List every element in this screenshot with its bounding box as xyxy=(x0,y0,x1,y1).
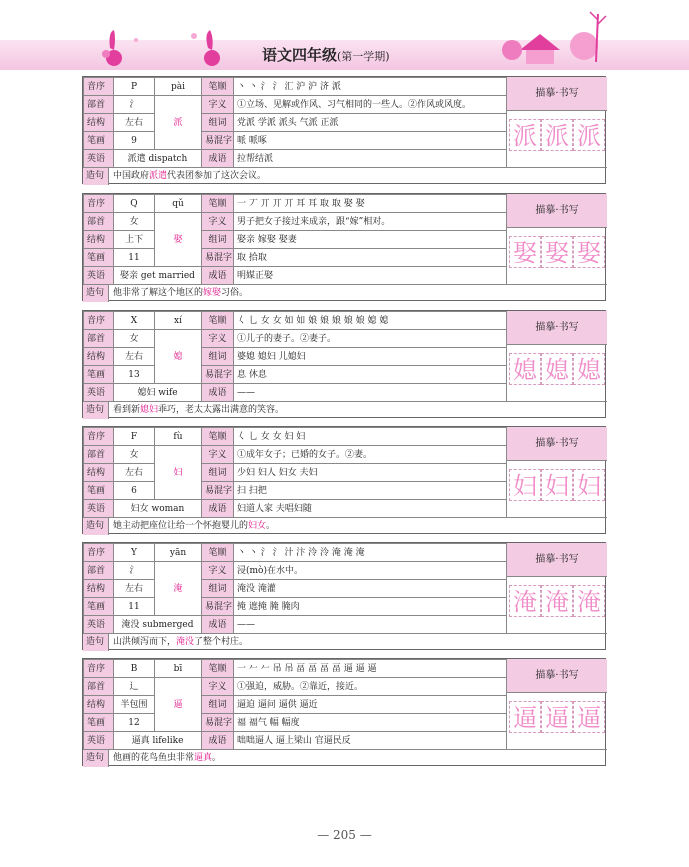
meaning-value: ①成年女子；已婚的女子。②妻。 xyxy=(234,446,507,464)
meaning-label: 字义 xyxy=(202,330,234,348)
trace-cell[interactable]: 淹 xyxy=(573,585,605,617)
english-value: 逼真 lifelike xyxy=(114,732,202,750)
english-label: 英语 xyxy=(84,267,114,285)
stroke-order-value: 𡿨 乚 女 女 如 如 娘 娘 娘 娘 娘 媳 媳 xyxy=(234,312,507,330)
sentence-highlight: 淹没 xyxy=(176,637,195,647)
confusable-value: 哌 哌啄 xyxy=(234,132,507,150)
order-value: B xyxy=(114,660,155,678)
english-value: 淹没 submerged xyxy=(114,616,202,634)
main-character: 淹 xyxy=(155,562,202,616)
trace-cell[interactable]: 派 xyxy=(541,119,573,151)
sentence-text: 他画的花鸟鱼虫非常逼真。 xyxy=(113,753,222,763)
character-card xyxy=(82,193,606,301)
english-value: 妇女 woman xyxy=(114,500,202,518)
trace-cell[interactable]: 逼 xyxy=(541,701,573,733)
confusable-label: 易混字 xyxy=(202,482,234,500)
confusable-label: 易混字 xyxy=(202,249,234,267)
practice-grid xyxy=(507,461,607,517)
meaning-value: 浸(mò)在水中。 xyxy=(234,562,507,580)
pinyin-value: bī xyxy=(155,660,202,678)
english-value: 娶亲 get married xyxy=(114,267,202,285)
stroke-order-value: 丶 丶 氵 氵 汁 汴 泠 泠 淹 淹 淹 xyxy=(234,544,507,562)
idiom-value: —— xyxy=(234,616,507,634)
stroke-order-label: 笔顺 xyxy=(202,312,234,330)
trace-cell[interactable]: 媳 xyxy=(509,353,541,385)
main-character: 派 xyxy=(155,96,202,150)
sentence-row xyxy=(83,633,607,651)
meaning-value: ①立场、见解或作风、习气相同的一些人。②作风或风度。 xyxy=(234,96,507,114)
trace-cell[interactable]: 派 xyxy=(573,119,605,151)
main-character: 妇 xyxy=(155,446,202,500)
strokes-label: 笔画 xyxy=(84,714,114,732)
order-value: Y xyxy=(114,544,155,562)
character-card xyxy=(82,542,606,650)
words-value: 婆媳 媳妇 儿媳妇 xyxy=(234,348,507,366)
idiom-value: 妇道人家 夫唱妇随 xyxy=(234,500,507,518)
sentence-text: 他非常了解这个地区的嫁娶习俗。 xyxy=(113,288,249,298)
trace-cell[interactable]: 逼 xyxy=(509,701,541,733)
practice-grid xyxy=(507,693,607,749)
pinyin-value: qǔ xyxy=(155,195,202,213)
pinyin-value: fù xyxy=(155,428,202,446)
strokes-value: 11 xyxy=(114,249,155,267)
stroke-order-value: 一 𠂉 𠂉 吊 吊 畐 畐 畐 畐 逼 逼 逼 xyxy=(234,660,507,678)
structure-label: 结构 xyxy=(84,348,114,366)
strokes-label: 笔画 xyxy=(84,132,114,150)
main-character: 媳 xyxy=(155,330,202,384)
confusable-value: 福 福气 幅 幅度 xyxy=(234,714,507,732)
idiom-label: 成语 xyxy=(202,384,234,402)
character-info-table xyxy=(83,543,507,634)
pinyin-value: pài xyxy=(155,78,202,96)
strokes-value: 13 xyxy=(114,366,155,384)
radical-value: 辶 xyxy=(114,678,155,696)
trace-cell[interactable]: 逼 xyxy=(573,701,605,733)
idiom-value: 明媒正娶 xyxy=(234,267,507,285)
sentence-highlight: 妇女 xyxy=(248,521,267,531)
practice-header: 描摹·书写 xyxy=(507,311,607,345)
order-label: 音序 xyxy=(84,428,114,446)
strokes-label: 笔画 xyxy=(84,249,114,267)
confusable-value: 息 休息 xyxy=(234,366,507,384)
confusable-label: 易混字 xyxy=(202,132,234,150)
trace-cell[interactable]: 妇 xyxy=(573,469,605,501)
sentence-row xyxy=(83,167,607,185)
sentence-highlight: 逼真 xyxy=(194,753,213,763)
meaning-value: ①儿子的妻子。②妻子。 xyxy=(234,330,507,348)
order-label: 音序 xyxy=(84,660,114,678)
confusable-value: 取 拾取 xyxy=(234,249,507,267)
practice-header: 描摹·书写 xyxy=(507,77,607,111)
idiom-label: 成语 xyxy=(202,500,234,518)
practice-grid xyxy=(507,345,607,401)
practice-area xyxy=(506,659,607,749)
practice-area xyxy=(506,543,607,633)
sentence-label: 造句 xyxy=(83,634,109,651)
english-label: 英语 xyxy=(84,150,114,168)
sentence-highlight: 媳妇 xyxy=(140,405,159,415)
confusable-value: 扫 扫把 xyxy=(234,482,507,500)
stroke-order-value: 一 丆 丌 丌 丌 耳 耳 取 取 娶 娶 xyxy=(234,195,507,213)
meaning-label: 字义 xyxy=(202,562,234,580)
practice-header: 描摹·书写 xyxy=(507,659,607,693)
stroke-order-label: 笔顺 xyxy=(202,428,234,446)
confusable-value: 掩 遮掩 腌 腌肉 xyxy=(234,598,507,616)
pinyin-value: xí xyxy=(155,312,202,330)
trace-cell[interactable]: 娶 xyxy=(541,236,573,268)
order-label: 音序 xyxy=(84,312,114,330)
radical-value: 氵 xyxy=(114,562,155,580)
sentence-highlight: 派遣 xyxy=(149,171,168,181)
words-label: 组词 xyxy=(202,464,234,482)
idiom-label: 成语 xyxy=(202,267,234,285)
idiom-label: 成语 xyxy=(202,150,234,168)
words-value: 逼迫 逼问 逼供 逼近 xyxy=(234,696,507,714)
sentence-row xyxy=(83,401,607,419)
practice-area xyxy=(506,194,607,284)
sentence-label: 造句 xyxy=(83,168,109,185)
english-label: 英语 xyxy=(84,384,114,402)
radical-value: 女 xyxy=(114,446,155,464)
radical-value: 氵 xyxy=(114,96,155,114)
order-value: P xyxy=(114,78,155,96)
english-label: 英语 xyxy=(84,500,114,518)
page-number: — 205 — xyxy=(317,828,372,842)
house-decoration-icon xyxy=(500,10,610,70)
strokes-value: 11 xyxy=(114,598,155,616)
trace-cell[interactable]: 妇 xyxy=(509,469,541,501)
words-value: 少妇 妇人 妇女 夫妇 xyxy=(234,464,507,482)
practice-grid xyxy=(507,577,607,633)
english-value: 媳妇 wife xyxy=(114,384,202,402)
rabbit-decoration-icon xyxy=(84,28,244,70)
sentence-label: 造句 xyxy=(83,750,109,767)
practice-grid xyxy=(507,228,607,284)
structure-label: 结构 xyxy=(84,464,114,482)
character-card xyxy=(82,426,606,534)
stroke-order-value: 丶 丶 氵 氵 汇 沪 沪 济 派 xyxy=(234,78,507,96)
radical-label: 部首 xyxy=(84,562,114,580)
character-info-table xyxy=(83,77,507,168)
sentence-text: 看到新媳妇乖巧，老太太露出满意的笑容。 xyxy=(113,405,285,415)
structure-value: 左右 xyxy=(114,580,155,598)
strokes-label: 笔画 xyxy=(84,598,114,616)
trace-cell[interactable]: 妇 xyxy=(541,469,573,501)
idiom-label: 成语 xyxy=(202,732,234,750)
sentence-highlight: 嫁娶 xyxy=(203,288,222,298)
sentence-text: 山洪倾泻而下，淹没了整个村庄。 xyxy=(113,637,249,647)
trace-cell[interactable]: 媳 xyxy=(541,353,573,385)
words-value: 淹没 淹灌 xyxy=(234,580,507,598)
practice-area xyxy=(506,311,607,401)
header-title: 语文四年级(第一学期) xyxy=(262,46,390,64)
radical-label: 部首 xyxy=(84,678,114,696)
character-info-table xyxy=(83,659,507,750)
strokes-value: 12 xyxy=(114,714,155,732)
trace-cell[interactable]: 淹 xyxy=(509,585,541,617)
character-card xyxy=(82,658,606,766)
english-label: 英语 xyxy=(84,732,114,750)
meaning-value: 男子把女子接过来成亲，跟“嫁”相对。 xyxy=(234,213,507,231)
words-value: 党派 学派 派头 气派 正派 xyxy=(234,114,507,132)
character-info-table xyxy=(83,427,507,518)
order-value: X xyxy=(114,312,155,330)
character-card xyxy=(82,310,606,418)
strokes-value: 6 xyxy=(114,482,155,500)
structure-label: 结构 xyxy=(84,580,114,598)
meaning-label: 字义 xyxy=(202,96,234,114)
sentence-label: 造句 xyxy=(83,285,109,302)
stroke-order-label: 笔顺 xyxy=(202,544,234,562)
structure-label: 结构 xyxy=(84,114,114,132)
structure-label: 结构 xyxy=(84,231,114,249)
radical-label: 部首 xyxy=(84,213,114,231)
stroke-order-label: 笔顺 xyxy=(202,78,234,96)
sentence-row xyxy=(83,284,607,302)
structure-value: 左右 xyxy=(114,114,155,132)
trace-cell[interactable]: 淹 xyxy=(541,585,573,617)
structure-value: 上下 xyxy=(114,231,155,249)
radical-value: 女 xyxy=(114,330,155,348)
character-info-table xyxy=(83,194,507,285)
order-label: 音序 xyxy=(84,195,114,213)
confusable-label: 易混字 xyxy=(202,598,234,616)
english-label: 英语 xyxy=(84,616,114,634)
pinyin-value: yān xyxy=(155,544,202,562)
practice-header: 描摹·书写 xyxy=(507,194,607,228)
practice-header: 描摹·书写 xyxy=(507,543,607,577)
practice-area xyxy=(506,77,607,167)
words-label: 组词 xyxy=(202,231,234,249)
words-label: 组词 xyxy=(202,348,234,366)
sentence-row xyxy=(83,517,607,535)
structure-value: 左右 xyxy=(114,464,155,482)
practice-area xyxy=(506,427,607,517)
meaning-label: 字义 xyxy=(202,213,234,231)
words-value: 娶亲 嫁娶 娶妻 xyxy=(234,231,507,249)
radical-value: 女 xyxy=(114,213,155,231)
confusable-label: 易混字 xyxy=(202,366,234,384)
meaning-label: 字义 xyxy=(202,678,234,696)
sentence-row xyxy=(83,749,607,767)
sentence-label: 造句 xyxy=(83,518,109,535)
meaning-label: 字义 xyxy=(202,446,234,464)
sentence-label: 造句 xyxy=(83,402,109,419)
meaning-value: ①强迫，威胁。②靠近，接近。 xyxy=(234,678,507,696)
english-value: 派遣 dispatch xyxy=(114,150,202,168)
idiom-value: 拉帮结派 xyxy=(234,150,507,168)
strokes-value: 9 xyxy=(114,132,155,150)
trace-cell[interactable]: 娶 xyxy=(509,236,541,268)
stroke-order-label: 笔顺 xyxy=(202,195,234,213)
words-label: 组词 xyxy=(202,114,234,132)
strokes-label: 笔画 xyxy=(84,366,114,384)
main-character: 娶 xyxy=(155,213,202,267)
practice-header: 描摹·书写 xyxy=(507,427,607,461)
words-label: 组词 xyxy=(202,580,234,598)
trace-cell[interactable]: 派 xyxy=(509,119,541,151)
structure-value: 左右 xyxy=(114,348,155,366)
sentence-text: 她主动把座位让给一个怀抱婴儿的妇女。 xyxy=(113,521,276,531)
order-value: F xyxy=(114,428,155,446)
radical-label: 部首 xyxy=(84,330,114,348)
sentence-text: 中国政府派遣代表团参加了这次会议。 xyxy=(113,171,267,181)
strokes-label: 笔画 xyxy=(84,482,114,500)
radical-label: 部首 xyxy=(84,446,114,464)
structure-value: 半包围 xyxy=(114,696,155,714)
character-card xyxy=(82,76,606,184)
idiom-label: 成语 xyxy=(202,616,234,634)
order-label: 音序 xyxy=(84,78,114,96)
trace-cell[interactable]: 媳 xyxy=(573,353,605,385)
stroke-order-label: 笔顺 xyxy=(202,660,234,678)
order-label: 音序 xyxy=(84,544,114,562)
practice-grid xyxy=(507,111,607,167)
main-character: 逼 xyxy=(155,678,202,732)
stroke-order-value: 𡿨 乚 女 女 妇 妇 xyxy=(234,428,507,446)
radical-label: 部首 xyxy=(84,96,114,114)
structure-label: 结构 xyxy=(84,696,114,714)
order-value: Q xyxy=(114,195,155,213)
trace-cell[interactable]: 娶 xyxy=(573,236,605,268)
idiom-value: —— xyxy=(234,384,507,402)
words-label: 组词 xyxy=(202,696,234,714)
confusable-label: 易混字 xyxy=(202,714,234,732)
page-header xyxy=(0,0,689,78)
idiom-value: 咄咄逼人 逼上梁山 官逼民反 xyxy=(234,732,507,750)
character-info-table xyxy=(83,311,507,402)
